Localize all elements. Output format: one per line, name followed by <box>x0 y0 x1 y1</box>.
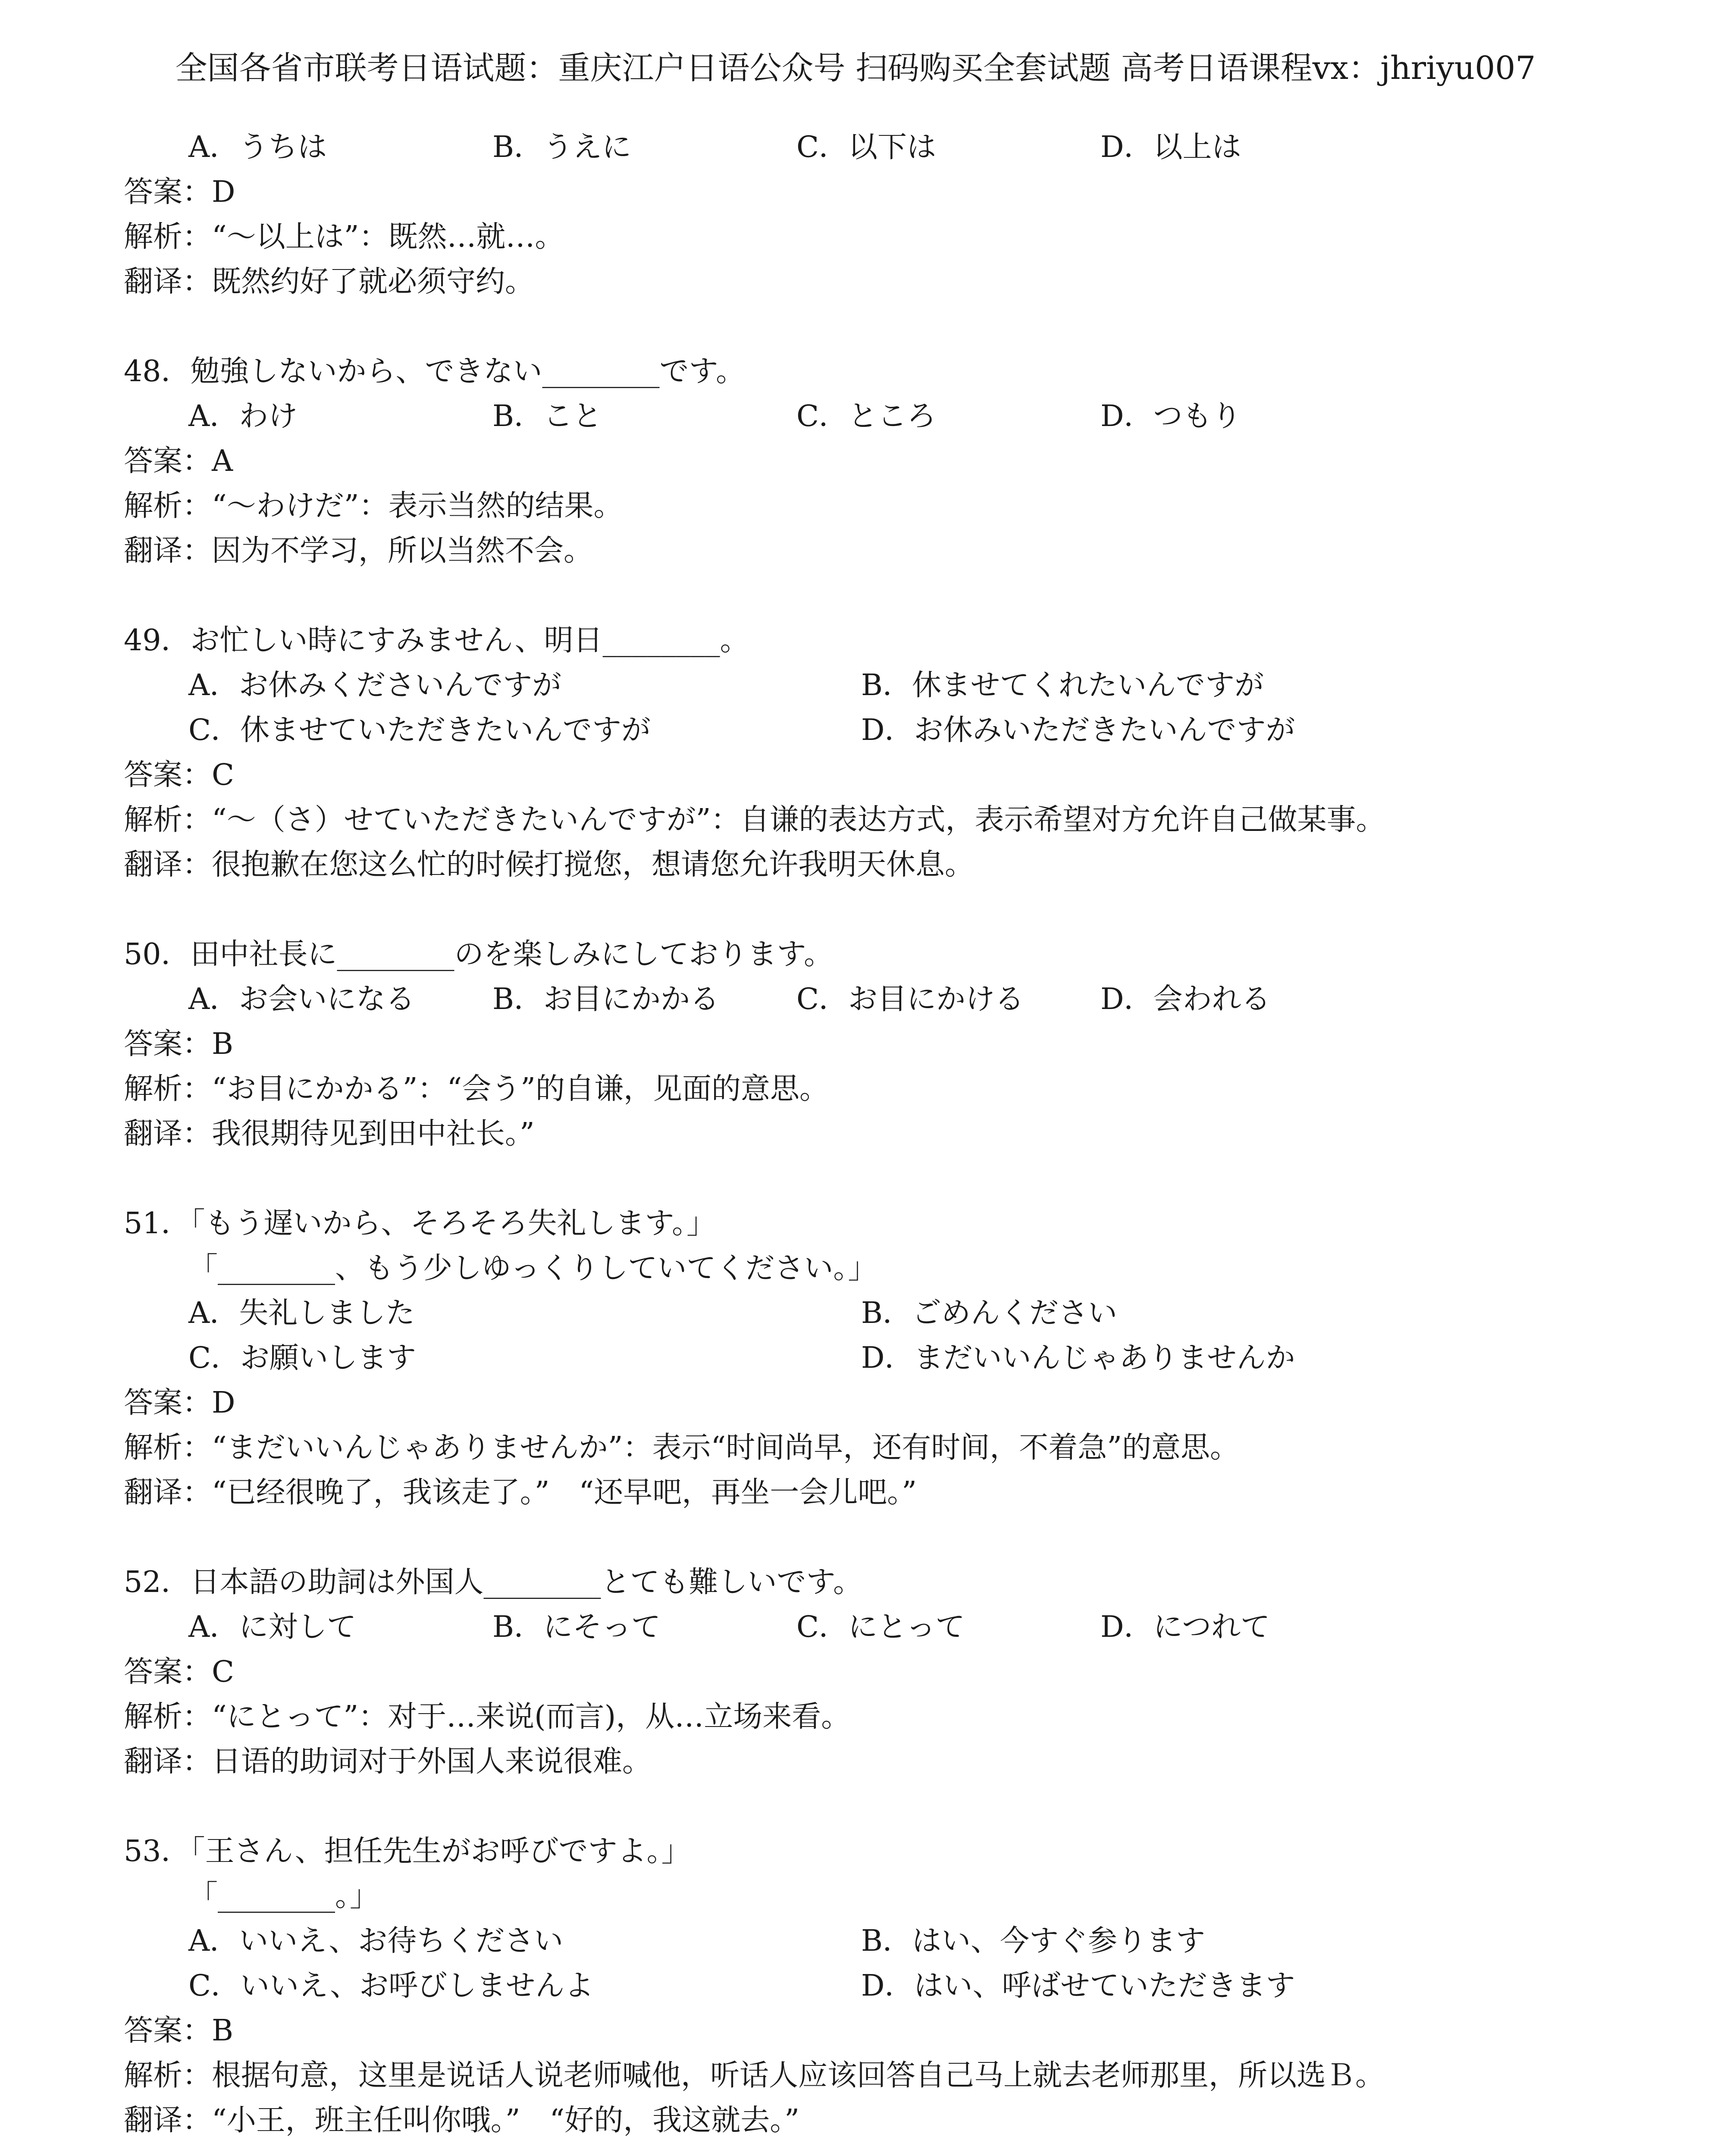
answer: 答案：B <box>124 1027 233 1061</box>
translation: 翻译：既然约好了就必须守约。 <box>124 265 535 299</box>
translation: 翻译：“小王，班主任叫你哦。” “好的，我这就去。” <box>124 2103 800 2137</box>
answer: 答案：A <box>124 444 233 478</box>
question-text: 52．日本語の助詞は外国人________とても難しいです。 <box>124 1565 863 1599</box>
answer: 答案：C <box>124 1655 235 1689</box>
options-row <box>124 663 1633 708</box>
analysis: 解析：“～わけだ”：表示当然的结果。 <box>124 489 623 523</box>
answer: 答案：B <box>124 2014 233 2048</box>
options-row <box>124 1964 1633 2009</box>
option: A．失礼しました <box>188 1296 415 1330</box>
option: A．いいえ、お待ちください <box>188 1924 564 1958</box>
options-row <box>124 125 1633 170</box>
options-row <box>124 1291 1633 1336</box>
analysis: 解析：“まだいいんじゃありませんか”：表示“时间尚早，还有时间，不着急”的意思。 <box>124 1431 1240 1465</box>
options-row <box>124 708 1633 753</box>
option: A．お休みくださいんですが <box>188 668 562 702</box>
analysis: 解析：“～以上は”：既然…就…。 <box>124 220 564 254</box>
answer: 答案：D <box>124 1386 235 1420</box>
analysis: 解析：“～（さ）せていただきたいんですが”：自谦的表达方式，表示希望对方允许自己做某事。 <box>124 803 1385 837</box>
option: B．こと <box>492 399 602 433</box>
option: B．休ませてくれたいんですが <box>861 668 1264 702</box>
question-text: 50．田中社長に________のを楽しみにしております。 <box>124 937 834 971</box>
question-text: 51．「もう遅いから、そろそろ失礼します。」 <box>124 1206 716 1241</box>
options-row <box>124 1919 1633 1964</box>
options-row <box>124 1605 1633 1650</box>
answer: 答案：D <box>124 175 235 209</box>
option: C．お目にかける <box>796 982 1025 1016</box>
question-text: 49．お忙しい時にすみません、明日________。 <box>124 624 749 658</box>
option: D．以上は <box>1100 130 1241 164</box>
translation: 翻译：日语的助词对于外国人来说很难。 <box>124 1745 652 1779</box>
option: B．にそって <box>492 1610 661 1644</box>
question-text: 53．「王さん、担任先生がお呼びですよ。」 <box>124 1834 691 1868</box>
options-row <box>124 1336 1633 1381</box>
option: D．お休みいただきたいんですが <box>861 713 1295 747</box>
option: C．休ませていただきたいんですが <box>188 713 651 747</box>
analysis: 解析：“お目にかかる”：“会う”的自谦，见面的意思。 <box>124 1072 829 1106</box>
option: C．お願いします <box>188 1341 417 1375</box>
option: A．に対して <box>188 1610 357 1644</box>
question-text-reply: 「________。」 <box>188 1879 379 1913</box>
option: B．うえに <box>492 130 631 164</box>
option: D．会われる <box>1100 982 1271 1016</box>
option: D．につれて <box>1100 1610 1270 1644</box>
options-row <box>124 394 1633 439</box>
option: B．お目にかかる <box>492 982 719 1016</box>
page-header: 全国各省市联考日语试题：重庆江户日语公众号 扫码购买全套试题 高考日语课程vx：jhriyu007 <box>175 50 1536 87</box>
answer: 答案：C <box>124 758 235 792</box>
option: C．ところ <box>796 399 937 433</box>
option: B．ごめんください <box>861 1296 1117 1330</box>
options-row <box>124 977 1633 1022</box>
question-text-reply: 「________、もう少しゆっくりしていてください。」 <box>188 1251 877 1285</box>
option: D．つもり <box>1100 399 1241 433</box>
analysis: 解析：根据句意，这里是说话人说老师喊他，听话人应该回答自己马上就去老师那里，所以选Ｂ。 <box>124 2059 1385 2093</box>
document-body <box>124 125 1633 2156</box>
option: C．いいえ、お呼びしませんよ <box>188 1969 594 2003</box>
option: B．はい、今すぐ参ります <box>861 1924 1205 1958</box>
question-text: 48．勉強しないから、できない________です。 <box>124 354 746 389</box>
option: D．はい、呼ばせていただきます <box>861 1969 1295 2003</box>
option: A．わけ <box>188 399 298 433</box>
option: A．うちは <box>188 130 327 164</box>
analysis: 解析：“にとって”：对于…来说(而言)，从…立场来看。 <box>124 1700 851 1734</box>
translation: 翻译：因为不学习，所以当然不会。 <box>124 534 593 568</box>
option: C．にとって <box>796 1610 965 1644</box>
translation: 翻译：“已经很晚了，我该走了。” “还早吧，再坐一会儿吧。” <box>124 1476 917 1510</box>
option: D．まだいいんじゃありませんか <box>861 1341 1295 1375</box>
translation: 翻译：很抱歉在您这么忙的时候打搅您，想请您允许我明天休息。 <box>124 848 975 882</box>
option: A．お会いになる <box>188 982 415 1016</box>
option: C．以下は <box>796 130 937 164</box>
translation: 翻译：我很期待见到田中社长。” <box>124 1117 535 1151</box>
